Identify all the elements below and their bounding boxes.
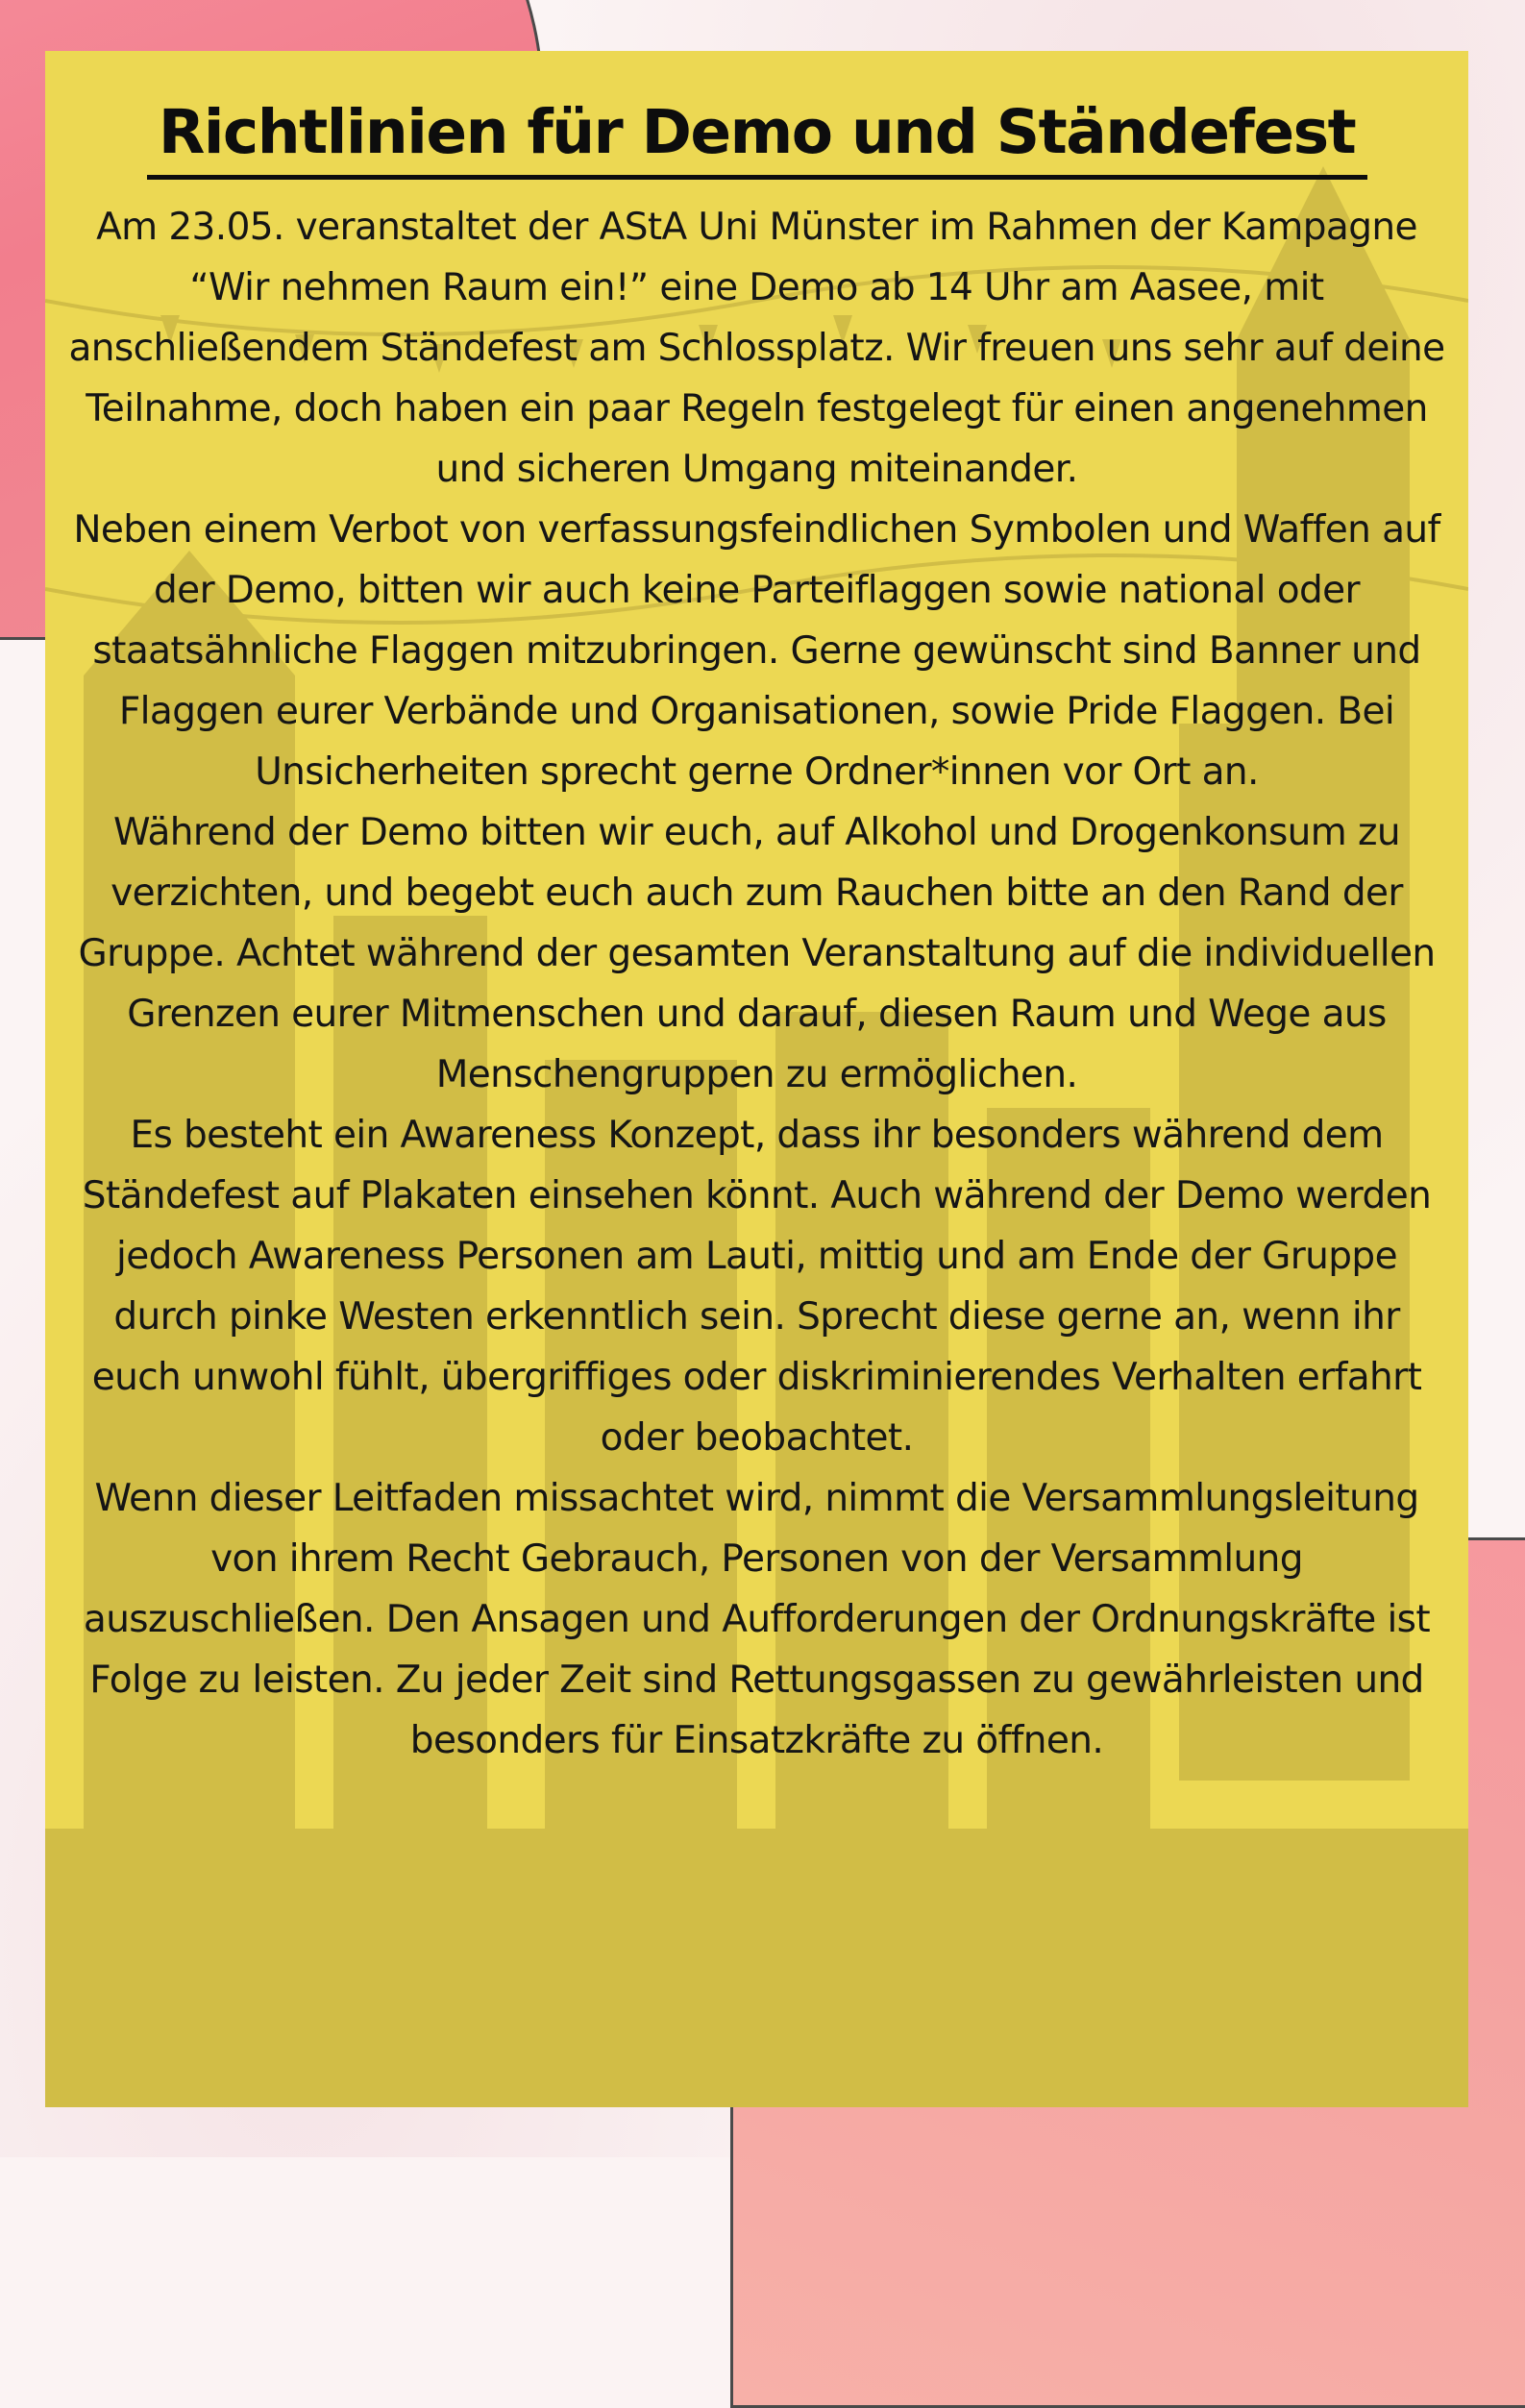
paragraph-flags: Neben einem Verbot von verfassungsfeindlichen Symbolen und Waffen auf der Demo, bitten wir auch keine Parteiflaggen sowie national oder staatsähnliche Flaggen mitzubringen. Gerne gewünscht sind Banner und Flaggen eurer Verbände und Organisationen, sowie Pride Flaggen. Bei Unsicherheiten sprecht gerne Ordner*innen vor Ort an. <box>73 508 1440 795</box>
paragraph-intro: Am 23.05. veranstaltet der AStA Uni Münster im Rahmen der Kampagne “Wir nehmen Raum ein!” eine Demo ab 14 Uhr am Aasee, mit anschließendem Ständefest am Schlossplatz. Wir freuen uns sehr auf deine Teilnahme, doch haben ein paar Regeln festgelegt für einen angenehmen und sicheren Umgang miteinander. <box>68 206 1445 492</box>
poster-content <box>45 51 1468 1771</box>
paragraph-conduct: Während der Demo bitten wir euch, auf Alkohol und Drogenkonsum zu verzichten, und begebt euch auch zum Rauchen bitte an den Rand der Gruppe. Achtet während der gesamten Veranstaltung auf die individuellen Grenzen eurer Mitmenschen und darauf, diesen Raum und Wege aus Menschengruppen zu ermöglichen. <box>78 811 1436 1097</box>
poster-title: Richtlinien für Demo und Ständefest <box>158 97 1356 167</box>
title-underline <box>147 175 1367 180</box>
poster-panel <box>45 51 1468 2107</box>
paragraph-enforcement: Wenn dieser Leitfaden missachtet wird, nimmt die Versammlungsleitung von ihrem Recht Gebrauch, Personen von der Versammlung auszuschließen. Den Ansagen und Aufforderungen der Ordnungskräfte ist Folge zu leisten. Zu jeder Zeit sind Rettungsgassen zu gewährleisten und besonders für Einsatzkräfte zu öffnen. <box>83 1477 1431 1763</box>
paragraph-awareness: Es besteht ein Awareness Konzept, dass ihr besonders während dem Ständefest auf Plakaten einsehen könnt. Auch während der Demo werden jedoch Awareness Personen am Lauti, mittig und am Ende der Gruppe durch pinke Westen erkenntlich sein. Sprecht diese gerne an, wenn ihr euch unwohl fühlt, übergriffiges oder diskriminierendes Verhalten erfahrt oder beobachtet. <box>82 1114 1432 1461</box>
